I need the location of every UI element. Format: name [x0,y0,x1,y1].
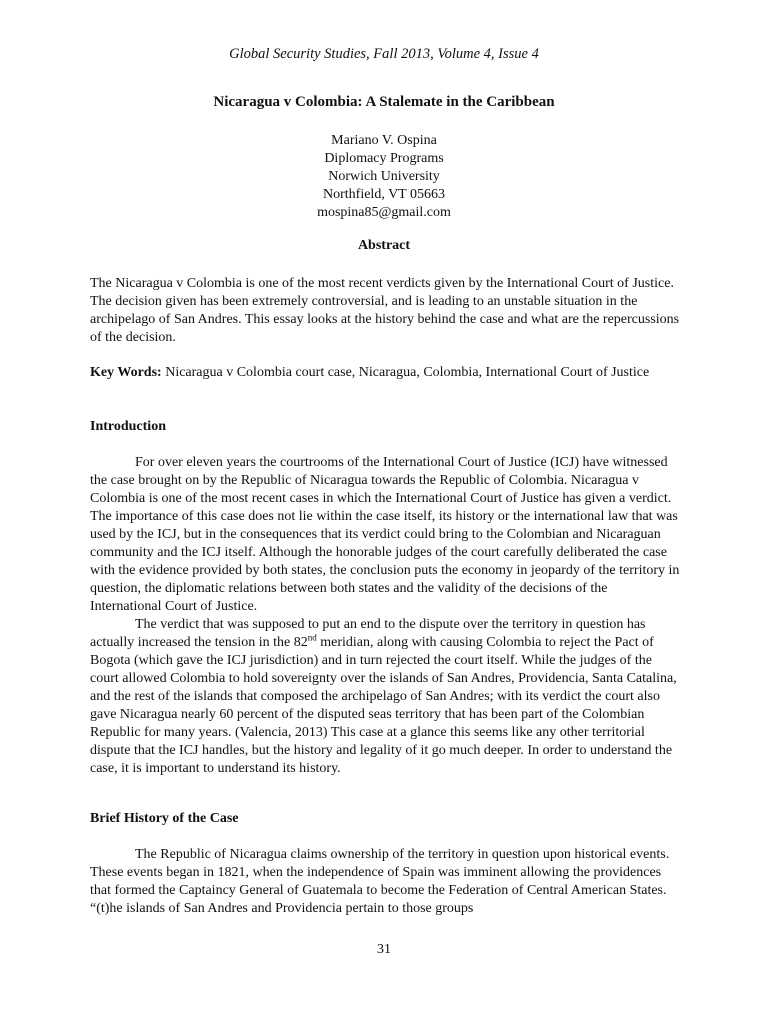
introduction-paragraph-2-start: The verdict that was supposed to put an end to the dispute over the territory in question has actually increased the tension in the 82 [90,617,646,650]
paper-title: Nicaragua v Colombia: A Stalemate in the Caribbean [213,94,555,110]
abstract-paragraph: The Nicaragua v Colombia is one of the most recent verdicts given by the International Court of Justice. The decision given has been extremely controversial, and is leading to an unstable situation in the archipelago of San Andres. This essay looks at the history behind the case and what are the repercussions of the decision. [90,276,680,345]
author-location: Northfield, VT 05663 [323,187,445,202]
page-number: 31 [377,942,391,957]
keywords [90,364,680,382]
keywords-list: Nicaragua v Colombia court case, Nicaragua, Colombia, International Court of Justice [161,365,650,380]
introduction-paragraph-2-end: meridian, along with causing Colombia to reject the Pact of Bogota (which gave the ICJ jurisdiction) and in turn rejected the court itself. While the judges of the court allowed Colombia to hold sovereignty over the islands of San Andres, Providencia, Santa Catalina, and the rest of the islands that composed the archipelago of San Andres; with its verdict the court also gave Nicaragua nearly 60 percent of the disputed seas territory that has been part of the Colombian Republic for many years. (Valencia, 2013) This case at a glance this seems like any other territorial dispute that the ICJ handles, but the history and legality of it go much deeper. In order to understand the case, it is important to understand its history. [90,635,677,776]
keywords-label: Key Words: [90,365,162,380]
author-department: Diplomacy Programs [324,151,444,166]
author-block [0,132,768,222]
introduction-paragraph-2 [90,616,680,778]
author-name: Mariano V. Ospina [331,133,437,148]
ordinal-superscript: nd [307,632,317,643]
history-heading: Brief History of the Case [90,811,239,826]
history-paragraph-1: The Republic of Nicaragua claims ownership of the territory in question upon historical events. These events began in 1821, when the independence of Spain was imminent allowing the providences that formed the Captaincy General of Guatemala to become the Federation of Central American States. “(t)he islands of San Andres and Providencia pertain to those groups [90,847,670,916]
history-body [90,846,680,918]
author-email: mospina85@gmail.com [317,205,451,220]
introduction-paragraph-1: For over eleven years the courtrooms of the International Court of Justice (ICJ) have witnessed the case brought on by the Republic of Nicaragua towards the Republic of Colombia. Nicaragua v Colombia is one of the most recent cases in which the International Court of Justice has given a verdict. The importance of this case does not lie within the case itself, its history or the international law that was used by the ICJ, but in the consequences that its verdict could bring to the Colombian and Nicaraguan community and the ICJ itself. Although the honorable judges of the court carefully deliberated the case with the evidence provided by both states, the conclusion puts the economy in jeopardy of the territory in question, the diplomatic relations between both states and the validity of the decisions of the International Court of Justice. [90,455,680,614]
journal-header: Global Security Studies, Fall 2013, Volume 4, Issue 4 [229,46,539,62]
introduction-heading: Introduction [90,419,166,434]
abstract-heading: Abstract [357,238,411,253]
introduction-body [90,454,680,778]
abstract-text [90,275,680,347]
author-university: Norwich University [328,169,440,184]
